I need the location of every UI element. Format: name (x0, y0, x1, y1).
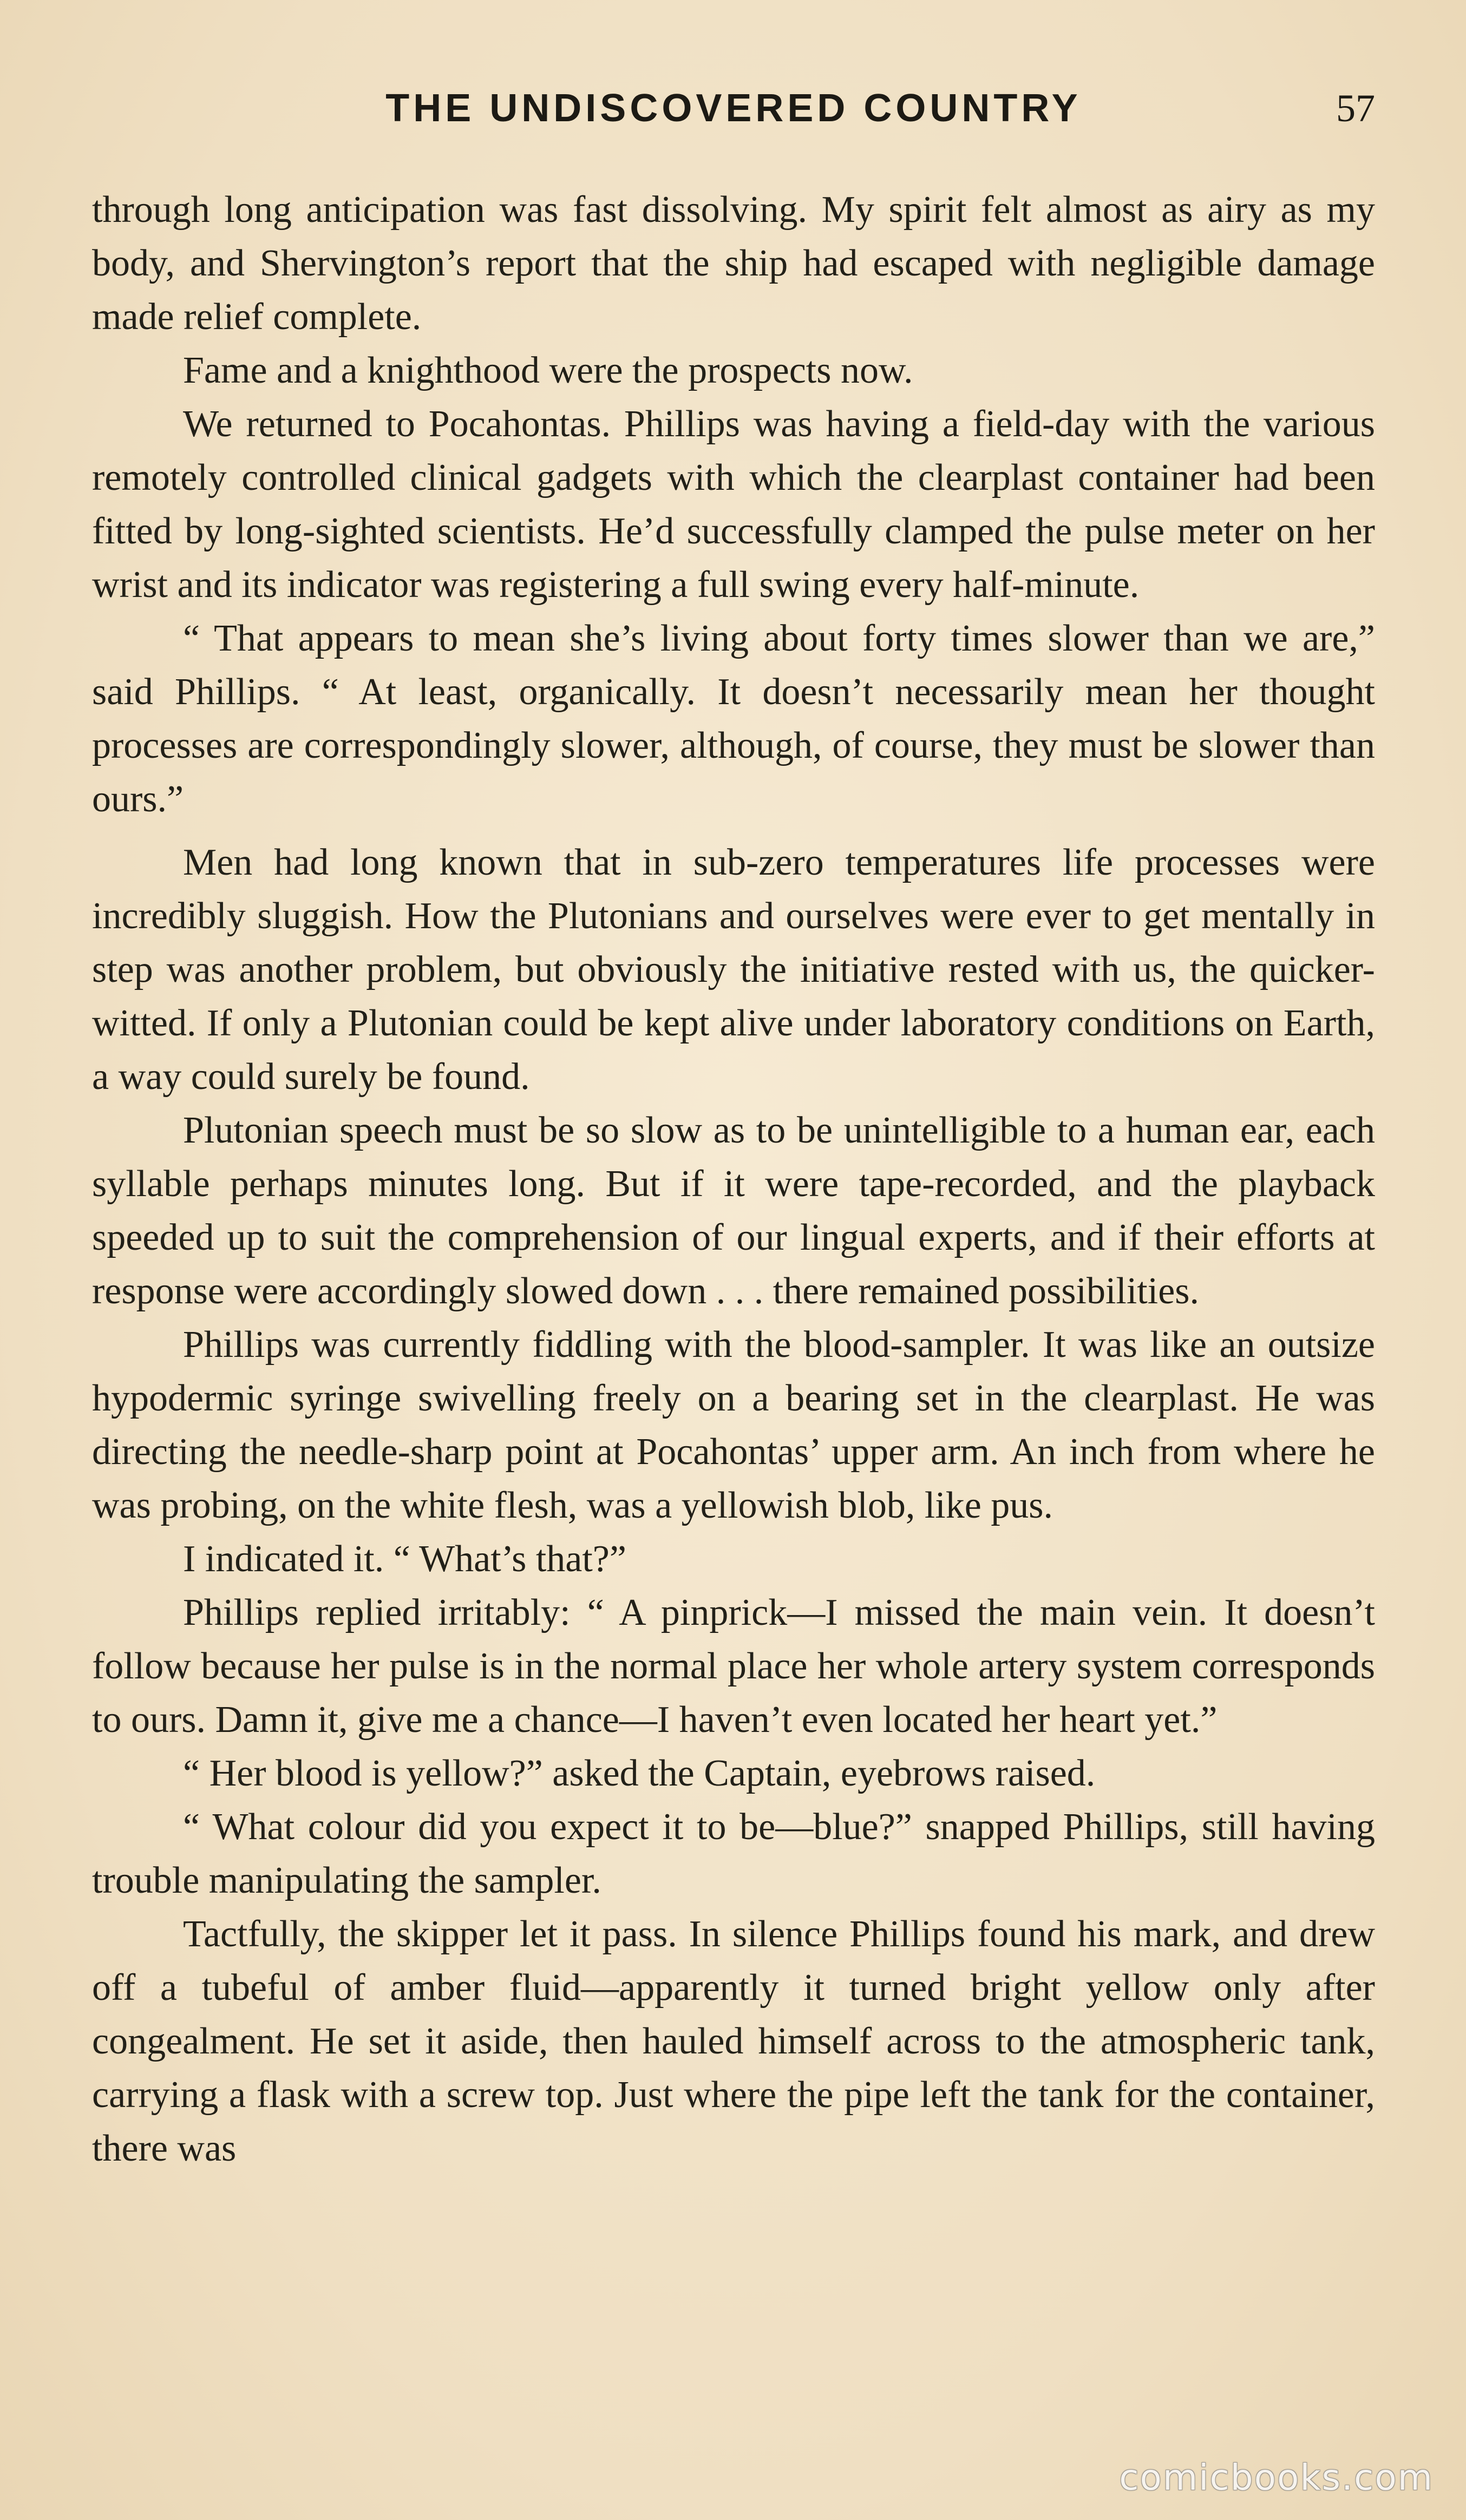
page-number: 57 (1336, 87, 1375, 130)
paragraph: Men had long known that in sub-zero temperatures life processes were incredibly sluggish. How the Plutonians and ourselves were ever to get mentally in step was another problem, but obviously the initiative rested with us, the quicker-witted. If only a Plutonian could be kept alive under laboratory conditions on Earth, a way could surely be found. (92, 842, 1375, 1098)
paragraph: Plutonian speech must be so slow as to be unintelligible to a human ear, each syllable perhaps minutes long. But if it were tape-recorded, and the playback speeded up to suit the comprehension of our lingual experts, and if their efforts at response were accordingly slowed down . . . there remained possibilities. (92, 1110, 1375, 1312)
paragraph: I indicated it. “ What’s that?” (183, 1538, 626, 1580)
page-header (92, 81, 1375, 135)
paragraph: Tactfully, the skipper let it pass. In silence Phillips found his mark, and drew off a tubeful of amber fluid—apparently it turned bright yellow only after congealment. He set it aside, then hauled himself across to the atmospheric tank, carrying a flask with a screw top. Just where the pipe left the tank for the container, there was (92, 1913, 1375, 2169)
paragraph: “ That appears to mean she’s living about forty times slower than we are,” said Phillips. “ At least, organically. It doesn’t necessarily mean her thought processes are correspondingly slower, although, of course, they must be slower than ours.” (92, 618, 1375, 820)
paragraph: Phillips was currently fiddling with the blood-sampler. It was like an outsize hypodermic syringe swivelling freely on a bearing set in the clearplast. He was directing the needle-sharp point at Pocahontas’ upper arm. An inch from where he was probing, on the white flesh, was a yellowish blob, like pus. (92, 1324, 1375, 1526)
paragraph: Fame and a knighthood were the prospects now. (183, 350, 913, 391)
paragraph: through long anticipation was fast dissolving. My spirit felt almost as airy as my body, and Shervington’s report that the ship had escaped with negligible damage made relief complete. (92, 189, 1375, 338)
watermark: comicbooks.com (1119, 2457, 1434, 2498)
body-text (92, 183, 1375, 2175)
paragraph: “ What colour did you expect it to be—blue?” snapped Phillips, still having trouble manipulating the sampler. (92, 1806, 1375, 1901)
paragraph: “ Her blood is yellow?” asked the Captain, eyebrows raised. (183, 1753, 1096, 1794)
running-title: THE UNDISCOVERED COUNTRY (385, 87, 1082, 130)
paragraph: Phillips replied irritably: “ A pinprick—I missed the main vein. It doesn’t follow because her pulse is in the normal place her whole artery system corresponds to ours. Damn it, give me a chance—I haven’t even located her heart yet.” (92, 1592, 1375, 1741)
paragraph: We returned to Pocahontas. Phillips was having a field-day with the various remotely controlled clinical gadgets with which the clearplast container had been fitted by long-sighted scientists. He’d successfully clamped the pulse meter on her wrist and its indicator was registering a full swing every half-minute. (92, 403, 1375, 606)
